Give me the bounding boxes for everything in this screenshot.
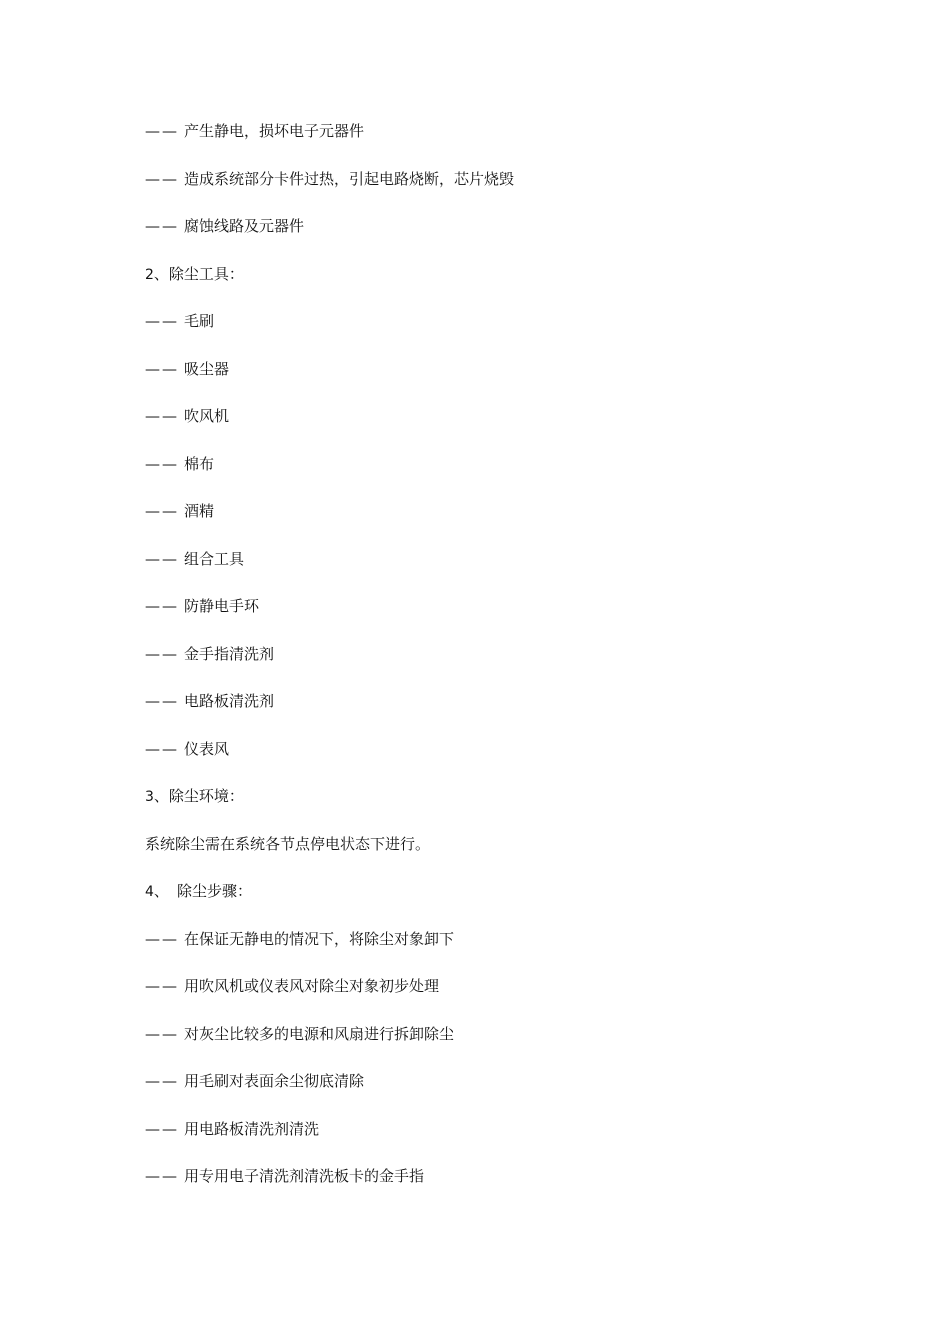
dash-marker: —— [145, 597, 179, 615]
list-item [145, 927, 845, 975]
list-item-text: 用电路板清洗剂清洗 [184, 1119, 320, 1138]
list-item [145, 167, 845, 215]
section-heading [145, 784, 845, 832]
section-heading [145, 879, 845, 927]
dash-marker: —— [145, 359, 179, 378]
dash-marker: —— [145, 312, 179, 330]
dash-marker: —— [145, 1119, 179, 1138]
list-item-text: 吹风机 [184, 407, 230, 425]
list-item-text: 棉布 [184, 454, 215, 473]
list-item-text: 组合工具 [184, 549, 245, 568]
dash-marker: —— [145, 217, 179, 235]
section-heading-text: 除尘步骤： [176, 882, 252, 900]
section-heading-text: 、除尘环境： [153, 787, 244, 805]
list-item [145, 1022, 845, 1070]
list-item [145, 594, 845, 642]
dash-marker: —— [145, 1167, 179, 1185]
list-item [145, 642, 845, 690]
list-item-text: 电路板清洗剂 [184, 692, 275, 710]
dash-marker: —— [145, 454, 179, 473]
list-item-text: 用毛刷对表面余尘彻底清除 [184, 1072, 365, 1090]
dash-marker: —— [145, 644, 179, 663]
list-item-text: 在保证无静电的情况下，将除尘对象卸下 [184, 929, 455, 948]
list-item-text: 用吹风机或仪表风对除尘对象初步处理 [184, 977, 440, 995]
dash-marker: —— [145, 169, 179, 188]
list-item [145, 689, 845, 737]
section-heading [145, 262, 845, 310]
list-item [145, 547, 845, 595]
list-item [145, 1117, 845, 1165]
section-heading-text: 、除尘工具： [153, 264, 244, 283]
list-item-text: 腐蚀线路及元器件 [184, 217, 305, 235]
list-item-text: 毛刷 [184, 312, 215, 330]
dash-marker: —— [145, 122, 179, 140]
section-heading-separator: 、 [153, 882, 169, 900]
dash-marker: —— [145, 407, 179, 425]
list-item-text: 造成系统部分卡件过热，引起电路烧断，芯片烧毁 [184, 169, 515, 188]
document-content [145, 119, 845, 1212]
dash-marker: —— [145, 1072, 179, 1090]
dash-marker: —— [145, 692, 179, 710]
dash-marker: —— [145, 977, 179, 995]
list-item-text: 酒精 [184, 502, 215, 520]
section-number: 3 [145, 789, 154, 805]
paragraph-text: 系统除尘需在系统各节点停电状态下进行。 [145, 834, 431, 853]
list-item [145, 357, 845, 405]
list-item-text: 防静电手环 [184, 597, 260, 615]
list-item-text: 用专用电子清洗剂清洗板卡的金手指 [184, 1167, 425, 1185]
list-item-text: 产生静电，损坏电子元器件 [184, 122, 365, 140]
section-number: 2 [145, 266, 154, 283]
dash-marker: —— [145, 502, 179, 520]
list-item [145, 1164, 845, 1212]
list-item [145, 214, 845, 262]
dash-marker: —— [145, 739, 179, 758]
dash-marker: —— [145, 929, 179, 948]
list-item [145, 309, 845, 357]
dash-marker: —— [145, 549, 179, 568]
list-item [145, 974, 845, 1022]
list-item [145, 452, 845, 500]
list-item [145, 737, 845, 785]
list-item [145, 404, 845, 452]
list-item [145, 499, 845, 547]
section-number: 4 [145, 884, 154, 900]
list-item [145, 119, 845, 167]
list-item-text: 对灰尘比较多的电源和风扇进行拆卸除尘 [184, 1024, 455, 1043]
list-item-text: 仪表风 [184, 739, 230, 758]
list-item [145, 1069, 845, 1117]
paragraph [145, 832, 845, 880]
list-item-text: 金手指清洗剂 [184, 644, 275, 663]
list-item-text: 吸尘器 [184, 359, 230, 378]
dash-marker: —— [145, 1024, 179, 1043]
